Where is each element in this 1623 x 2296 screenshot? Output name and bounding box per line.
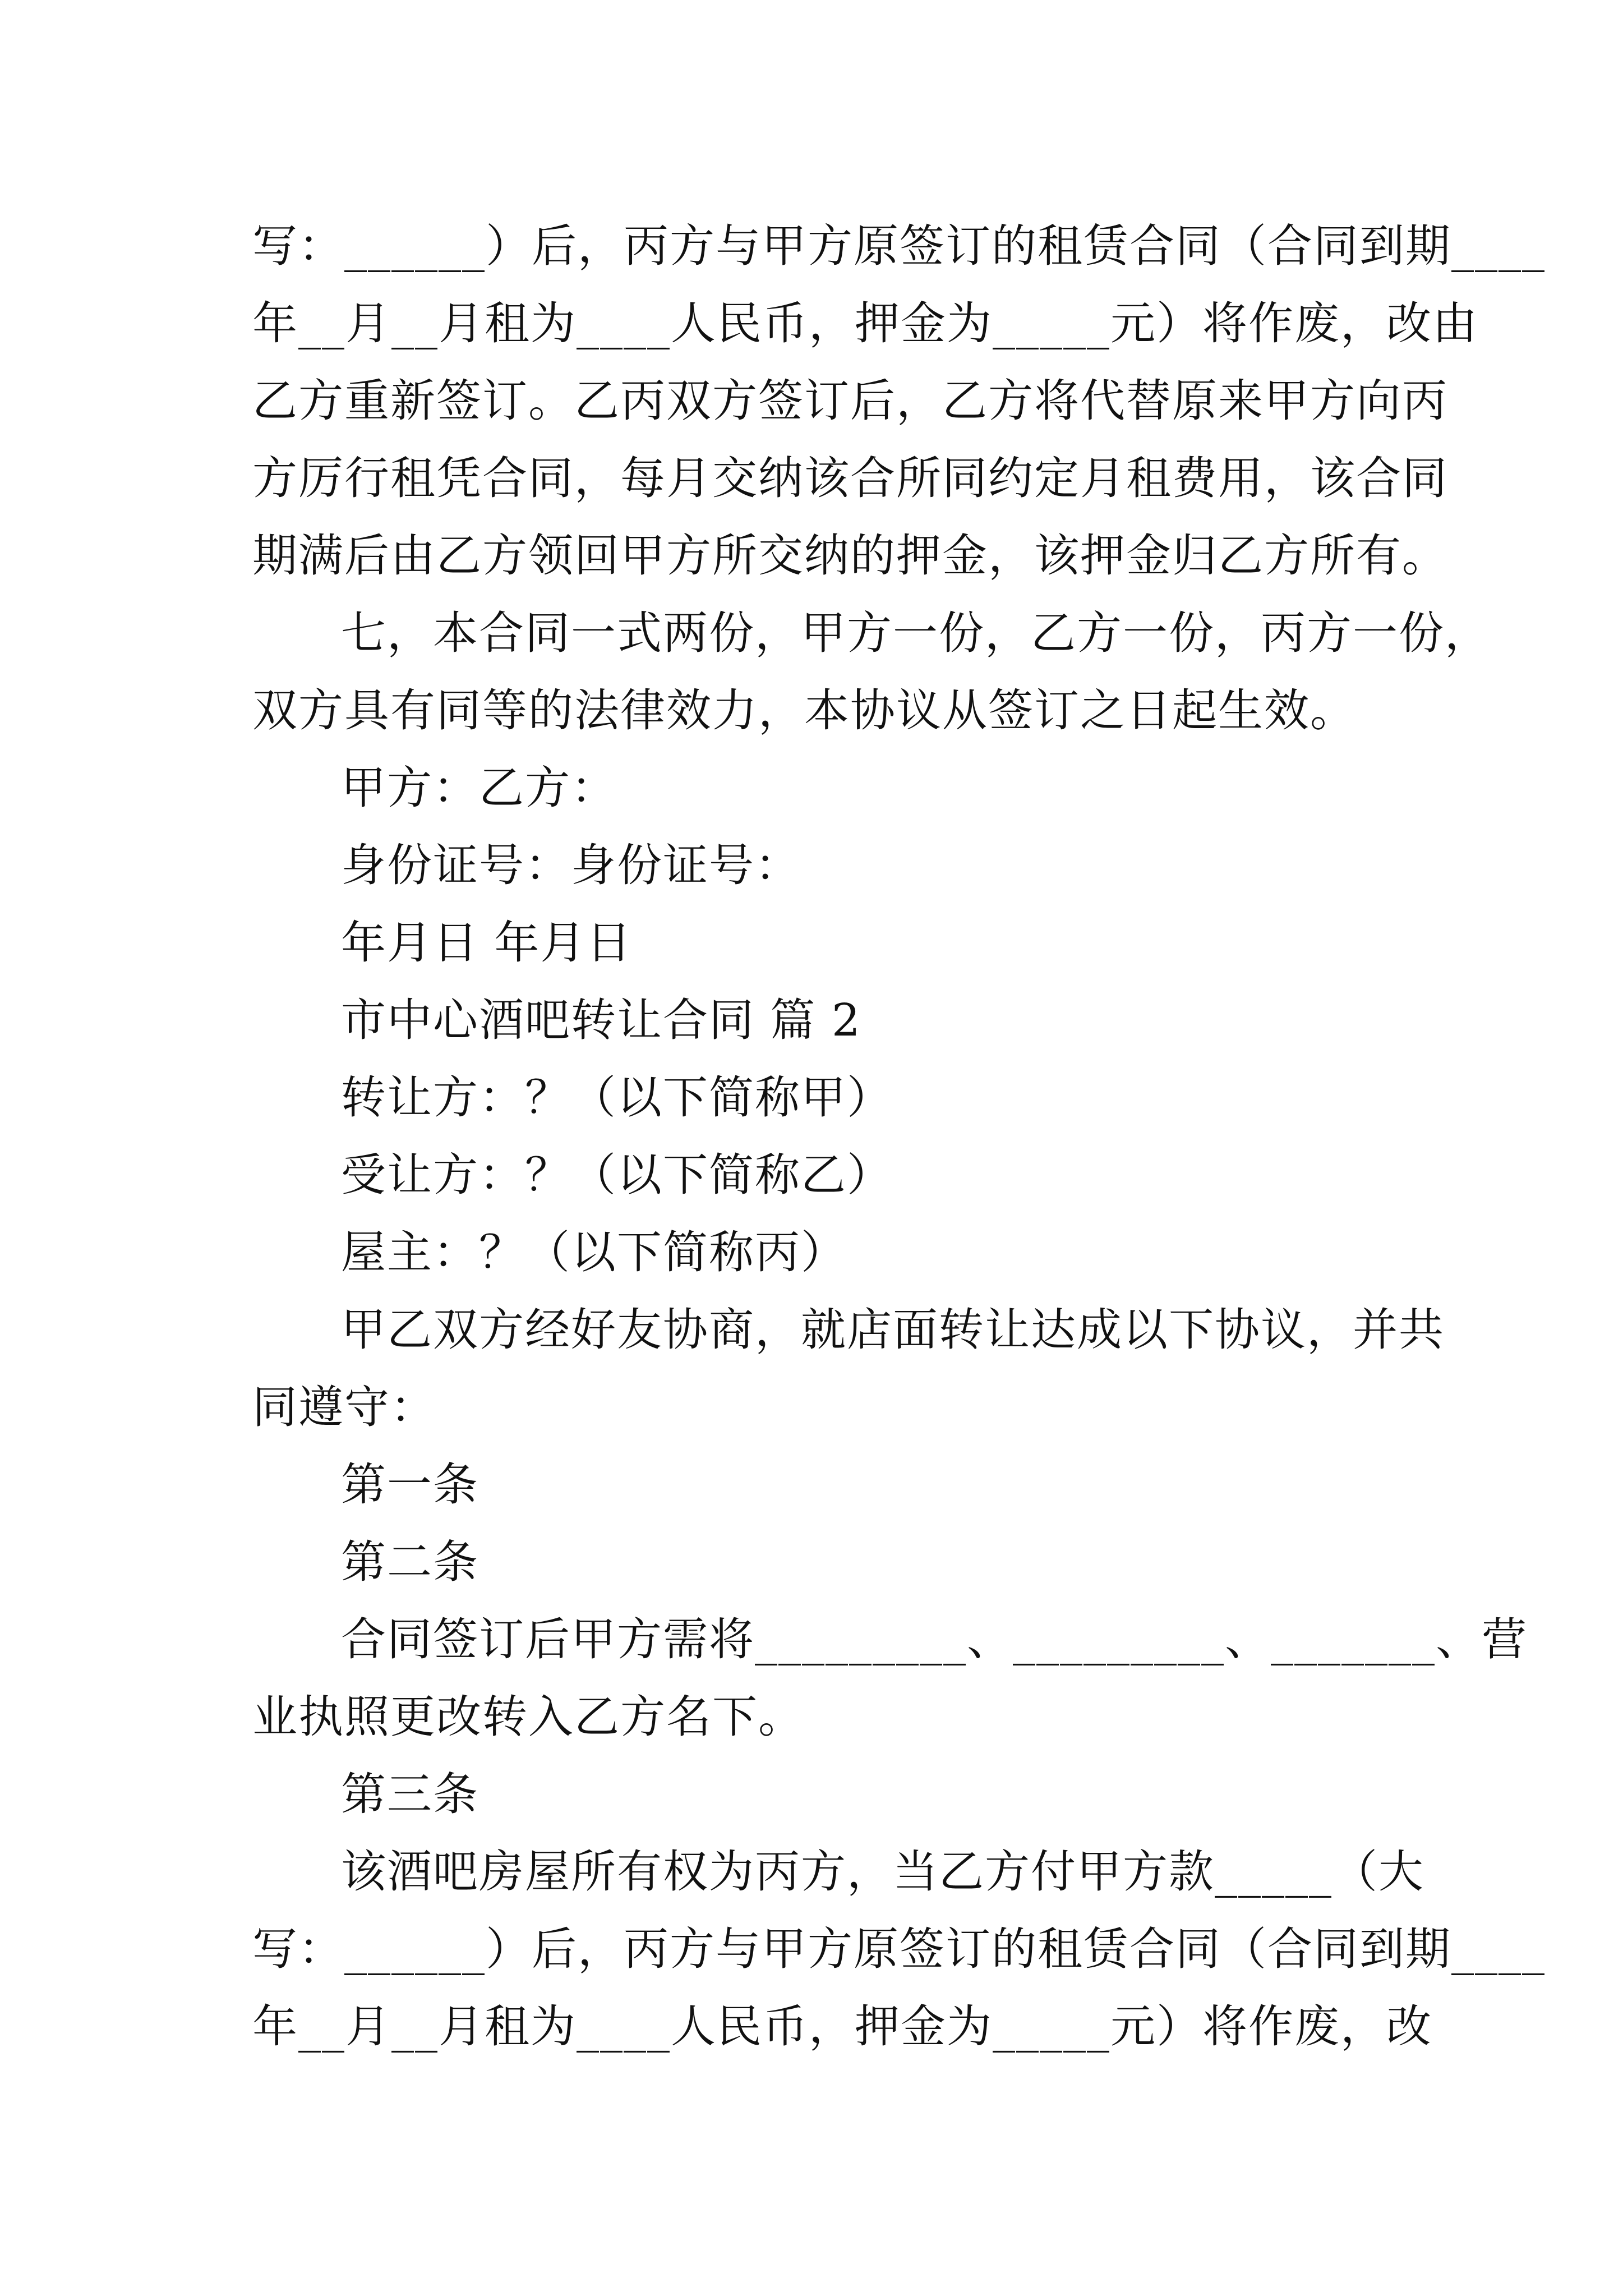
text-line: 写：______）后，丙方与甲方原签订的租赁合同（合同到期____ (252, 1923, 1546, 1975)
article-heading: 第三条 (341, 1768, 479, 1820)
date-line: 年月日 年月日 (341, 917, 633, 969)
document-body (252, 208, 1546, 2065)
text-line: 方厉行租凭合同，每月交纳该合所同约定月租费用，该合同 (252, 452, 1448, 504)
text-line: 七，本合同一式两份，甲方一份，乙方一份，丙方一份， (341, 607, 1491, 659)
section-title: 市中心酒吧转让合同 篇 2 (341, 994, 861, 1046)
text-line: 合同签订后甲方需将_________、_________、_______、营 (341, 1613, 1528, 1665)
text-line: 同遵守： (252, 1381, 436, 1433)
text-line: 业执照更改转入乙方名下。 (252, 1691, 804, 1743)
text-line: 乙方重新签订。乙丙双方签订后，乙方将代替原来甲方向丙 (252, 375, 1448, 427)
text-line: 年__月__月租为____人民币，押金为_____元）将作废，改 (252, 2000, 1432, 2053)
transferee-line: 受让方：？（以下简称乙） (341, 1149, 893, 1201)
text-line: 期满后由乙方领回甲方所交纳的押金，该押金归乙方所有。 (252, 530, 1448, 582)
text-line: 该酒吧房屋所有权为丙方，当乙方付甲方款_____（大 (341, 1846, 1424, 1898)
id-number-line: 身份证号：身份证号： (341, 839, 801, 891)
text-line: 年__月__月租为____人民币，押金为_____元）将作废，改由 (252, 297, 1478, 349)
text-line: 甲乙双方经好友协商，就店面转让达成以下协议，并共 (341, 1304, 1445, 1356)
transferor-line: 转让方：？（以下简称甲） (341, 1071, 893, 1124)
article-heading: 第一条 (341, 1458, 479, 1511)
owner-line: 屋主：？（以下简称丙） (341, 1226, 847, 1278)
text-line: 写：______）后，丙方与甲方原签订的租赁合同（合同到期____ (252, 220, 1546, 272)
text-line: 双方具有同等的法律效力，本协议从签订之日起生效。 (252, 684, 1356, 737)
party-signature-line: 甲方：乙方： (341, 762, 617, 814)
article-heading: 第二条 (341, 1536, 479, 1588)
